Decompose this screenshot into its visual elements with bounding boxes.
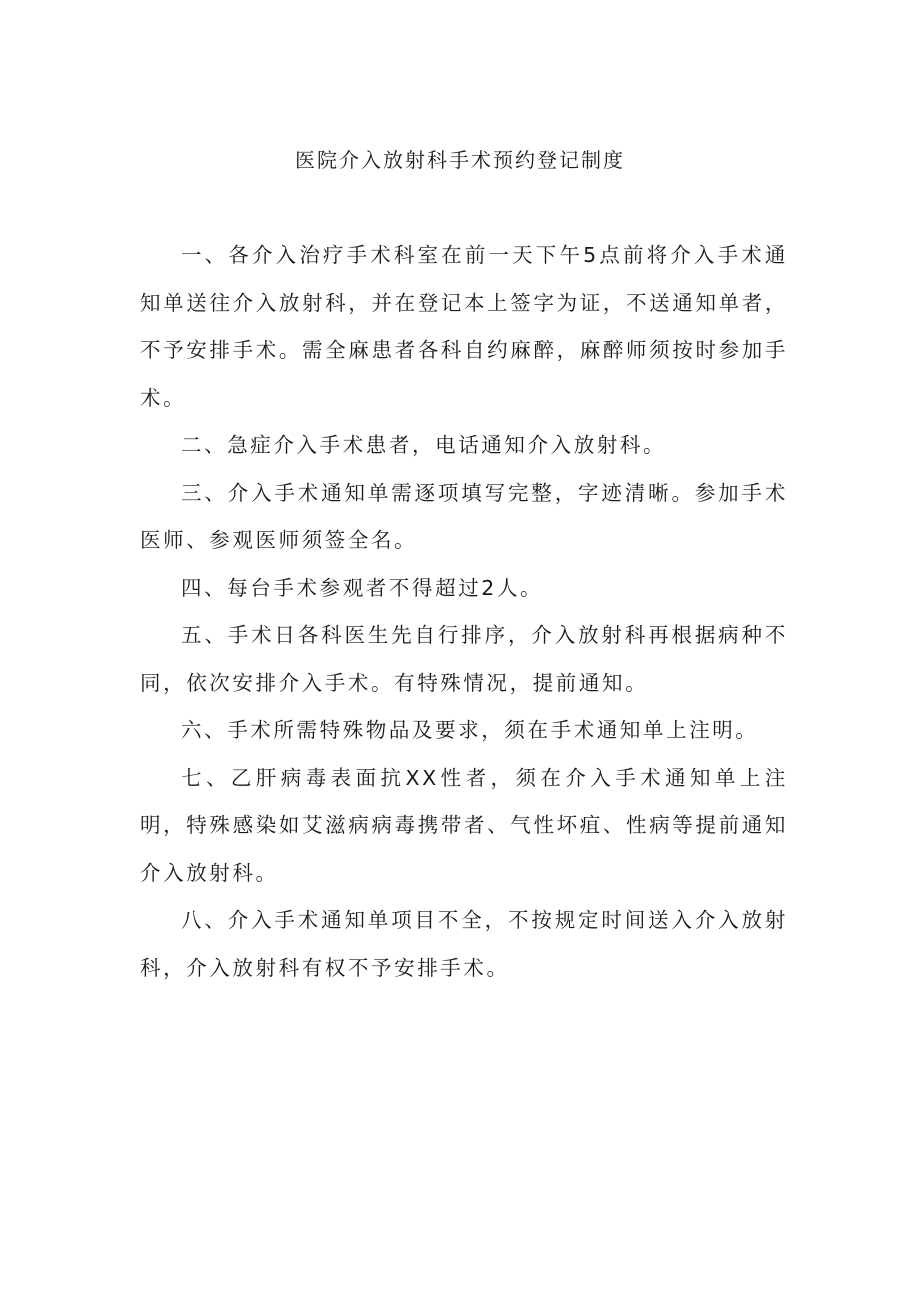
clause-1: 一、各介入治疗手术科室在前一天下午5点前将介入手术通知单送往介入放射科，并在登记本上签字为证，不送通知单者，不予安排手术。需全麻患者各科自约麻醉，麻醉师须按时参加手术。 <box>140 243 788 410</box>
document-body <box>140 232 788 992</box>
clause-6: 六、手术所需特殊物品及要求，须在手术通知单上注明。 <box>181 718 759 742</box>
document-title: 医院介入放射科手术预约登记制度 <box>295 148 625 172</box>
clause-3: 三、介入手术通知单需逐项填写完整，字迹清晰。参加手术医师、参观医师须签全名。 <box>140 480 788 552</box>
clause-7: 七、乙肝病毒表面抗XX性者，须在介入手术通知单上注明，特殊感染如艾滋病病毒携带者、气性坏疽、性病等提前通知介入放射科。 <box>140 765 788 885</box>
clause-2: 二、急症介入手术患者，电话通知介入放射科。 <box>181 433 667 457</box>
clause-5: 五、手术日各科医生先自行排序，介入放射科再根据病种不同，依次安排介入手术。有特殊情况，提前通知。 <box>140 623 788 695</box>
clause-8: 八、介入手术通知单项目不全，不按规定时间送入介入放射科，介入放射科有权不予安排手术。 <box>140 908 788 980</box>
clause-4: 四、每台手术参观者不得超过2人。 <box>181 575 544 600</box>
